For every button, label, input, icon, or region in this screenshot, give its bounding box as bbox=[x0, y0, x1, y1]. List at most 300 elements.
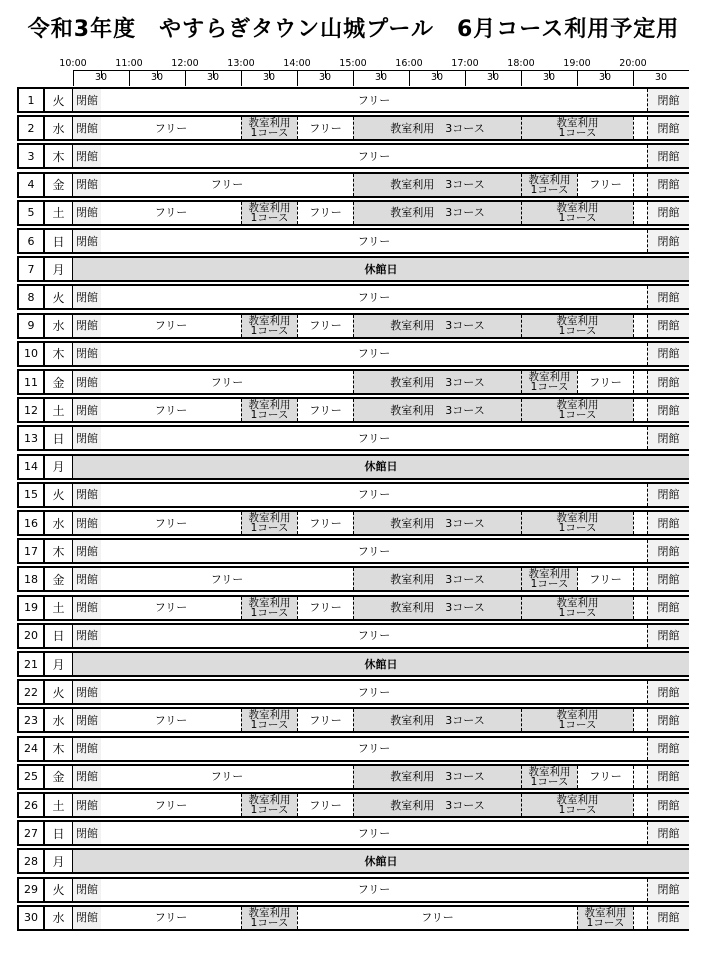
blank-slot bbox=[633, 709, 647, 731]
time-header bbox=[0, 0, 707, 90]
day-number: 3 bbox=[19, 145, 45, 167]
closed-cell: 閉館 bbox=[647, 738, 689, 760]
day-number: 28 bbox=[19, 850, 45, 872]
half-hour-tick bbox=[213, 70, 214, 78]
hour-label: 19:00 bbox=[563, 58, 591, 69]
free-slot: フリー bbox=[357, 742, 391, 756]
half-hour-tick bbox=[325, 70, 326, 78]
free-slot: フリー bbox=[357, 826, 391, 840]
hour-label: 10:00 bbox=[59, 58, 87, 69]
class-label: 教室利用 bbox=[556, 399, 599, 412]
blank-slot bbox=[633, 766, 647, 788]
course-label: 1コース bbox=[530, 775, 569, 788]
free-slot: フリー bbox=[357, 629, 391, 643]
hour-tick bbox=[577, 70, 578, 86]
closed-cell: 閉館 bbox=[73, 174, 101, 196]
class-label: 教室利用 bbox=[248, 314, 291, 327]
closed-cell: 閉館 bbox=[73, 484, 101, 506]
class-3-course-slot: 教室利用 3コース bbox=[353, 794, 521, 816]
closed-cell: 閉館 bbox=[73, 89, 101, 111]
closed-cell: 閉館 bbox=[647, 174, 689, 196]
blank-slot bbox=[633, 568, 647, 590]
closed-cell: 閉館 bbox=[647, 568, 689, 590]
closed-cell: 閉館 bbox=[647, 540, 689, 562]
blank-slot bbox=[633, 794, 647, 816]
holiday-cell: 休館日 bbox=[73, 653, 689, 675]
half-hour-label: 30 bbox=[430, 72, 444, 83]
free-slot: フリー bbox=[154, 319, 188, 333]
free-slot: フリー bbox=[210, 572, 244, 586]
hour-tick bbox=[409, 70, 410, 86]
class-label: 教室利用 bbox=[528, 568, 571, 581]
schedule-row bbox=[17, 679, 689, 705]
schedule-row bbox=[17, 905, 689, 931]
class-1-course-slot bbox=[521, 597, 633, 619]
weekday: 水 bbox=[45, 117, 74, 139]
day-number: 9 bbox=[19, 315, 45, 337]
class-label: 教室利用 bbox=[248, 512, 291, 524]
half-hour-tick bbox=[605, 70, 606, 78]
free-slot: フリー bbox=[357, 685, 391, 699]
schedule-row bbox=[17, 848, 689, 874]
hour-label: 20:00 bbox=[619, 58, 647, 69]
weekday: 水 bbox=[45, 512, 74, 534]
closed-cell: 閉館 bbox=[647, 794, 689, 816]
course-label: 1コース bbox=[558, 211, 597, 224]
schedule-row bbox=[17, 736, 689, 762]
closed-cell: 閉館 bbox=[647, 484, 689, 506]
closed-cell: 閉館 bbox=[647, 399, 689, 421]
closed-cell: 閉館 bbox=[647, 315, 689, 337]
class-3-course-slot: 教室利用 3コース bbox=[353, 202, 521, 224]
schedule-row bbox=[17, 425, 689, 451]
day-number: 22 bbox=[19, 681, 45, 703]
closed-cell: 閉館 bbox=[73, 709, 101, 731]
day-number: 7 bbox=[19, 258, 45, 280]
day-number: 30 bbox=[19, 907, 45, 929]
course-label: 1コース bbox=[250, 916, 289, 929]
class-label: 教室利用 bbox=[528, 765, 571, 778]
weekday: 土 bbox=[45, 202, 74, 224]
free-slot: フリー bbox=[577, 174, 633, 196]
class-3-course-slot: 教室利用 3コース bbox=[353, 371, 521, 393]
schedule-row bbox=[17, 792, 689, 818]
hour-label: 18:00 bbox=[507, 58, 535, 69]
class-label: 教室利用 bbox=[584, 906, 627, 919]
day-number: 1 bbox=[19, 89, 45, 111]
closed-cell: 閉館 bbox=[73, 230, 101, 252]
hour-label: 15:00 bbox=[339, 58, 367, 69]
closed-cell: 閉館 bbox=[73, 822, 101, 844]
free-slot: フリー bbox=[357, 234, 391, 248]
closed-cell: 閉館 bbox=[73, 371, 101, 393]
closed-cell: 閉館 bbox=[647, 145, 689, 167]
weekday: 木 bbox=[45, 343, 74, 365]
blank-slot bbox=[633, 174, 647, 196]
blank-slot bbox=[633, 315, 647, 337]
class-label: 教室利用 bbox=[248, 794, 291, 806]
closed-cell: 閉館 bbox=[647, 822, 689, 844]
closed-cell: 閉館 bbox=[73, 427, 101, 449]
course-label: 1コース bbox=[530, 381, 569, 393]
closed-cell: 閉館 bbox=[73, 512, 101, 534]
schedule-row bbox=[17, 284, 689, 310]
free-slot: フリー bbox=[210, 375, 244, 389]
weekday: 日 bbox=[45, 427, 74, 449]
schedule-row bbox=[17, 454, 689, 480]
free-slot: フリー bbox=[297, 315, 353, 337]
free-slot: フリー bbox=[357, 488, 391, 502]
half-hour-label: 30 bbox=[206, 72, 220, 83]
schedule-row bbox=[17, 256, 689, 282]
closed-cell: 閉館 bbox=[647, 709, 689, 731]
class-1-course-slot bbox=[241, 117, 297, 139]
day-number: 14 bbox=[19, 456, 45, 478]
day-number: 4 bbox=[19, 174, 45, 196]
class-1-course-slot bbox=[521, 568, 577, 590]
free-slot: フリー bbox=[154, 403, 188, 417]
free-slot: フリー bbox=[154, 713, 188, 727]
class-label: 教室利用 bbox=[556, 117, 599, 130]
closed-cell: 閉館 bbox=[647, 907, 689, 929]
weekday: 水 bbox=[45, 907, 74, 929]
day-number: 29 bbox=[19, 879, 45, 901]
closed-cell: 閉館 bbox=[73, 681, 101, 703]
closed-cell: 閉館 bbox=[647, 597, 689, 619]
closed-cell: 閉館 bbox=[73, 343, 101, 365]
half-hour-tick bbox=[157, 70, 158, 78]
class-1-course-slot bbox=[521, 766, 577, 788]
closed-cell: 閉館 bbox=[647, 89, 689, 111]
class-3-course-slot: 教室利用 3コース bbox=[353, 568, 521, 590]
course-label: 1コース bbox=[250, 211, 289, 224]
day-number: 18 bbox=[19, 568, 45, 590]
free-slot: フリー bbox=[297, 202, 353, 224]
free-slot: フリー bbox=[297, 709, 353, 731]
half-hour-label: 30 bbox=[262, 72, 276, 83]
day-number: 25 bbox=[19, 766, 45, 788]
class-label: 教室利用 bbox=[556, 794, 599, 806]
hour-label: 16:00 bbox=[395, 58, 423, 69]
half-hour-label: 30 bbox=[150, 72, 164, 83]
hour-tick bbox=[73, 70, 74, 86]
course-label: 1コース bbox=[558, 804, 597, 816]
weekday: 水 bbox=[45, 315, 74, 337]
weekday: 火 bbox=[45, 879, 74, 901]
day-number: 15 bbox=[19, 484, 45, 506]
course-label: 1コース bbox=[558, 324, 597, 337]
day-number: 17 bbox=[19, 540, 45, 562]
weekday: 土 bbox=[45, 399, 74, 421]
day-number: 26 bbox=[19, 794, 45, 816]
closed-cell: 閉館 bbox=[73, 625, 101, 647]
closed-cell: 閉館 bbox=[647, 230, 689, 252]
weekday: 火 bbox=[45, 89, 74, 111]
class-1-course-slot bbox=[521, 315, 633, 337]
course-label: 1コース bbox=[558, 606, 597, 619]
course-label: 1コース bbox=[250, 804, 289, 816]
class-label: 教室利用 bbox=[528, 173, 571, 186]
closed-cell: 閉館 bbox=[73, 738, 101, 760]
closed-cell: 閉館 bbox=[647, 512, 689, 534]
class-3-course-slot: 教室利用 3コース bbox=[353, 766, 521, 788]
closed-cell: 閉館 bbox=[73, 145, 101, 167]
half-hour-label: 30 bbox=[654, 72, 668, 83]
class-label: 教室利用 bbox=[248, 399, 291, 412]
class-1-course-slot bbox=[241, 709, 297, 731]
closed-cell: 閉館 bbox=[647, 879, 689, 901]
weekday: 木 bbox=[45, 738, 74, 760]
class-3-course-slot: 教室利用 3コース bbox=[353, 117, 521, 139]
closed-cell: 閉館 bbox=[647, 681, 689, 703]
weekday: 火 bbox=[45, 681, 74, 703]
schedule-row bbox=[17, 228, 689, 254]
closed-cell: 閉館 bbox=[73, 202, 101, 224]
class-1-course-slot bbox=[521, 399, 633, 421]
free-slot: フリー bbox=[577, 568, 633, 590]
day-number: 13 bbox=[19, 427, 45, 449]
schedule-row bbox=[17, 510, 689, 536]
free-slot: フリー bbox=[357, 290, 391, 304]
half-hour-tick bbox=[101, 70, 102, 78]
closed-cell: 閉館 bbox=[647, 427, 689, 449]
hour-tick bbox=[185, 70, 186, 86]
weekday: 日 bbox=[45, 822, 74, 844]
half-hour-tick bbox=[493, 70, 494, 78]
class-1-course-slot bbox=[241, 202, 297, 224]
class-1-course-slot bbox=[521, 709, 633, 731]
blank-slot bbox=[633, 597, 647, 619]
weekday: 土 bbox=[45, 597, 74, 619]
weekday: 金 bbox=[45, 766, 74, 788]
weekday: 月 bbox=[45, 258, 74, 280]
class-1-course-slot bbox=[521, 202, 633, 224]
free-slot: フリー bbox=[577, 766, 633, 788]
schedule-row bbox=[17, 707, 689, 733]
weekday: 月 bbox=[45, 456, 74, 478]
half-hour-label: 30 bbox=[318, 72, 332, 83]
course-label: 1コース bbox=[530, 578, 569, 591]
hour-tick bbox=[633, 70, 634, 86]
schedule-row bbox=[17, 820, 689, 846]
class-3-course-slot: 教室利用 3コース bbox=[353, 512, 521, 534]
class-3-course-slot: 教室利用 3コース bbox=[353, 174, 521, 196]
closed-cell: 閉館 bbox=[647, 117, 689, 139]
class-label: 教室利用 bbox=[556, 201, 599, 214]
hour-label: 17:00 bbox=[451, 58, 479, 69]
closed-cell: 閉館 bbox=[73, 879, 101, 901]
free-slot: フリー bbox=[154, 121, 188, 135]
schedule-row bbox=[17, 877, 689, 903]
schedule-row bbox=[17, 482, 689, 508]
class-label: 教室利用 bbox=[248, 709, 291, 722]
half-hour-label: 30 bbox=[598, 72, 612, 83]
free-slot: フリー bbox=[577, 371, 633, 393]
class-label: 教室利用 bbox=[248, 906, 291, 919]
free-slot: フリー bbox=[357, 93, 391, 107]
closed-cell: 閉館 bbox=[73, 315, 101, 337]
page-title: 令和3年度 やすらぎタウン山城プール 6月コース利用予定用 bbox=[27, 17, 680, 42]
weekday: 金 bbox=[45, 371, 74, 393]
schedule-row bbox=[17, 369, 689, 395]
closed-cell: 閉館 bbox=[647, 766, 689, 788]
class-label: 教室利用 bbox=[248, 117, 291, 130]
weekday: 月 bbox=[45, 850, 74, 872]
day-number: 8 bbox=[19, 286, 45, 308]
schedule-row bbox=[17, 87, 689, 113]
class-label: 教室利用 bbox=[556, 709, 599, 722]
free-slot: フリー bbox=[297, 399, 353, 421]
schedule-row bbox=[17, 172, 689, 198]
free-slot: フリー bbox=[154, 911, 188, 925]
blank-slot bbox=[633, 512, 647, 534]
closed-cell: 閉館 bbox=[73, 568, 101, 590]
half-hour-tick bbox=[381, 70, 382, 78]
class-1-course-slot bbox=[521, 512, 633, 534]
closed-cell: 閉館 bbox=[73, 117, 101, 139]
schedule-row bbox=[17, 595, 689, 621]
schedule-row bbox=[17, 566, 689, 592]
closed-cell: 閉館 bbox=[647, 202, 689, 224]
half-hour-label: 30 bbox=[486, 72, 500, 83]
weekday: 火 bbox=[45, 484, 74, 506]
schedule-row bbox=[17, 623, 689, 649]
class-1-course-slot bbox=[241, 794, 297, 816]
weekday: 水 bbox=[45, 709, 74, 731]
class-1-course-slot bbox=[241, 907, 297, 929]
hour-tick bbox=[521, 70, 522, 86]
course-label: 1コース bbox=[558, 409, 597, 422]
closed-cell: 閉館 bbox=[73, 794, 101, 816]
hour-tick bbox=[465, 70, 466, 86]
class-3-course-slot: 教室利用 3コース bbox=[353, 597, 521, 619]
closed-cell: 閉館 bbox=[647, 286, 689, 308]
class-1-course-slot bbox=[521, 117, 633, 139]
free-slot: フリー bbox=[154, 516, 188, 530]
day-number: 16 bbox=[19, 512, 45, 534]
free-slot: フリー bbox=[357, 431, 391, 445]
schedule-row bbox=[17, 538, 689, 564]
hour-label: 12:00 bbox=[171, 58, 199, 69]
day-number: 12 bbox=[19, 399, 45, 421]
course-label: 1コース bbox=[250, 127, 289, 140]
half-hour-tick bbox=[437, 70, 438, 78]
class-label: 教室利用 bbox=[556, 596, 599, 609]
closed-cell: 閉館 bbox=[73, 907, 101, 929]
class-1-course-slot bbox=[241, 512, 297, 534]
day-number: 19 bbox=[19, 597, 45, 619]
day-number: 21 bbox=[19, 653, 45, 675]
half-hour-label: 30 bbox=[374, 72, 388, 83]
course-label: 1コース bbox=[530, 183, 569, 196]
blank-slot bbox=[633, 907, 647, 929]
half-hour-label: 30 bbox=[542, 72, 556, 83]
free-slot: フリー bbox=[154, 798, 188, 812]
closed-cell: 閉館 bbox=[647, 343, 689, 365]
schedule-row bbox=[17, 397, 689, 423]
weekday: 月 bbox=[45, 653, 74, 675]
hour-tick bbox=[353, 70, 354, 86]
schedule-row bbox=[17, 115, 689, 141]
hour-label: 14:00 bbox=[283, 58, 311, 69]
schedule-row bbox=[17, 764, 689, 790]
class-1-course-slot bbox=[241, 399, 297, 421]
weekday: 日 bbox=[45, 625, 74, 647]
half-hour-tick bbox=[269, 70, 270, 78]
course-label: 1コース bbox=[250, 409, 289, 422]
class-3-course-slot: 教室利用 3コース bbox=[353, 315, 521, 337]
day-number: 10 bbox=[19, 343, 45, 365]
blank-slot bbox=[633, 371, 647, 393]
holiday-cell: 休館日 bbox=[73, 456, 689, 478]
schedule-row bbox=[17, 313, 689, 339]
schedule-row bbox=[17, 651, 689, 677]
class-3-course-slot: 教室利用 3コース bbox=[353, 399, 521, 421]
holiday-cell: 休館日 bbox=[73, 258, 689, 280]
course-label: 1コース bbox=[250, 522, 289, 534]
half-hour-tick bbox=[549, 70, 550, 78]
course-label: 1コース bbox=[250, 719, 289, 732]
day-number: 23 bbox=[19, 709, 45, 731]
day-number: 24 bbox=[19, 738, 45, 760]
schedule-row bbox=[17, 341, 689, 367]
hour-label: 11:00 bbox=[115, 58, 143, 69]
blank-slot bbox=[633, 117, 647, 139]
course-label: 1コース bbox=[250, 324, 289, 337]
day-number: 5 bbox=[19, 202, 45, 224]
course-label: 1コース bbox=[558, 719, 597, 732]
holiday-cell: 休館日 bbox=[73, 850, 689, 872]
closed-cell: 閉館 bbox=[73, 597, 101, 619]
class-label: 教室利用 bbox=[248, 596, 291, 609]
schedule-row bbox=[17, 200, 689, 226]
course-label: 1コース bbox=[558, 522, 597, 534]
closed-cell: 閉館 bbox=[73, 399, 101, 421]
free-slot: フリー bbox=[297, 512, 353, 534]
weekday: 木 bbox=[45, 540, 74, 562]
half-hour-label: 30 bbox=[94, 72, 108, 83]
day-number: 20 bbox=[19, 625, 45, 647]
class-1-course-slot bbox=[521, 371, 577, 393]
free-slot: フリー bbox=[297, 597, 353, 619]
weekday: 木 bbox=[45, 145, 74, 167]
weekday: 金 bbox=[45, 568, 74, 590]
free-slot: フリー bbox=[210, 770, 244, 784]
closed-cell: 閉館 bbox=[73, 766, 101, 788]
free-slot: フリー bbox=[154, 601, 188, 615]
class-1-course-slot bbox=[521, 174, 577, 196]
weekday: 金 bbox=[45, 174, 74, 196]
free-slot: フリー bbox=[357, 544, 391, 558]
class-3-course-slot: 教室利用 3コース bbox=[353, 709, 521, 731]
closed-cell: 閉館 bbox=[73, 286, 101, 308]
day-number: 11 bbox=[19, 371, 45, 393]
free-slot: フリー bbox=[297, 794, 353, 816]
course-label: 1コース bbox=[250, 606, 289, 619]
day-number: 27 bbox=[19, 822, 45, 844]
class-1-course-slot bbox=[241, 597, 297, 619]
free-slot: フリー bbox=[357, 347, 391, 361]
class-label: 教室利用 bbox=[528, 371, 571, 383]
day-number: 6 bbox=[19, 230, 45, 252]
class-1-course-slot bbox=[521, 794, 633, 816]
free-slot: フリー bbox=[357, 149, 391, 163]
day-number: 2 bbox=[19, 117, 45, 139]
class-label: 教室利用 bbox=[248, 201, 291, 214]
blank-slot bbox=[633, 202, 647, 224]
blank-slot bbox=[633, 399, 647, 421]
closed-cell: 閉館 bbox=[647, 371, 689, 393]
